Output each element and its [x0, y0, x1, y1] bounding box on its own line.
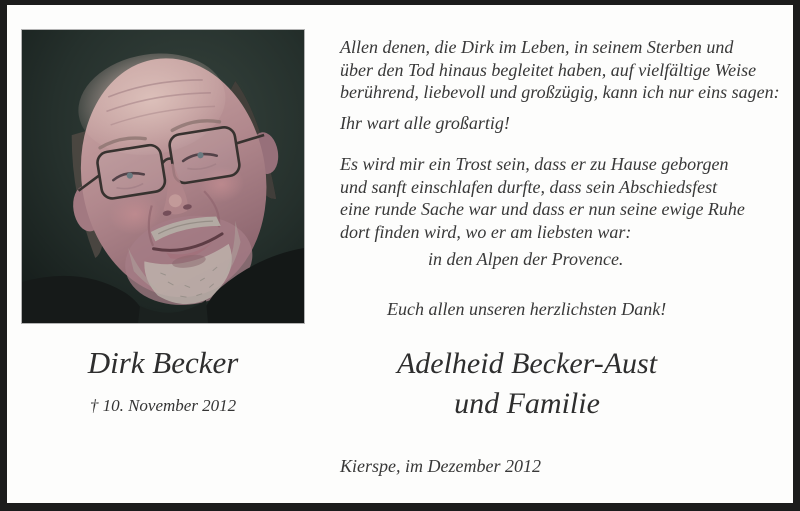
message-line: berührend, liebevoll und großzügig, kann ich nur eins sagen: — [340, 82, 780, 102]
signature-block — [342, 344, 712, 424]
thanks-line: Euch allen unseren herzlichsten Dank! — [387, 299, 667, 319]
message-line: Es wird mir ein Trost sein, dass er zu Hause geborgen — [340, 154, 729, 174]
portrait-illustration — [22, 30, 304, 323]
signature-name: Adelheid Becker-Aust — [396, 347, 658, 380]
message-line: eine runde Sache war und dass er nun seine ewige Ruhe — [340, 199, 745, 219]
memorial-card — [7, 5, 793, 503]
message-paragraph-2 — [340, 153, 745, 243]
message-exclamation: Ihr wart alle großartig! — [340, 113, 510, 133]
resting-place-line: in den Alpen der Provence. — [428, 249, 624, 269]
message-line: über den Tod hinaus begleitet haben, auf vielfältige Weise — [340, 59, 757, 80]
message-paragraph-1 — [340, 36, 780, 104]
death-date: † 10. November 2012 — [89, 396, 237, 415]
place-date-line: Kierspe, im Dezember 2012 — [340, 456, 541, 476]
portrait-photo — [21, 29, 305, 324]
signature-family: und Familie — [454, 387, 600, 420]
message-line: Allen denen, die Dirk im Leben, in seinem Sterben und — [340, 37, 734, 57]
message-line: und sanft einschlafen durfte, dass sein Abschiedsfest — [340, 176, 718, 197]
deceased-name: Dirk Becker — [87, 345, 239, 380]
message-line: dort finden wird, wo er am liebsten war: — [340, 221, 632, 242]
